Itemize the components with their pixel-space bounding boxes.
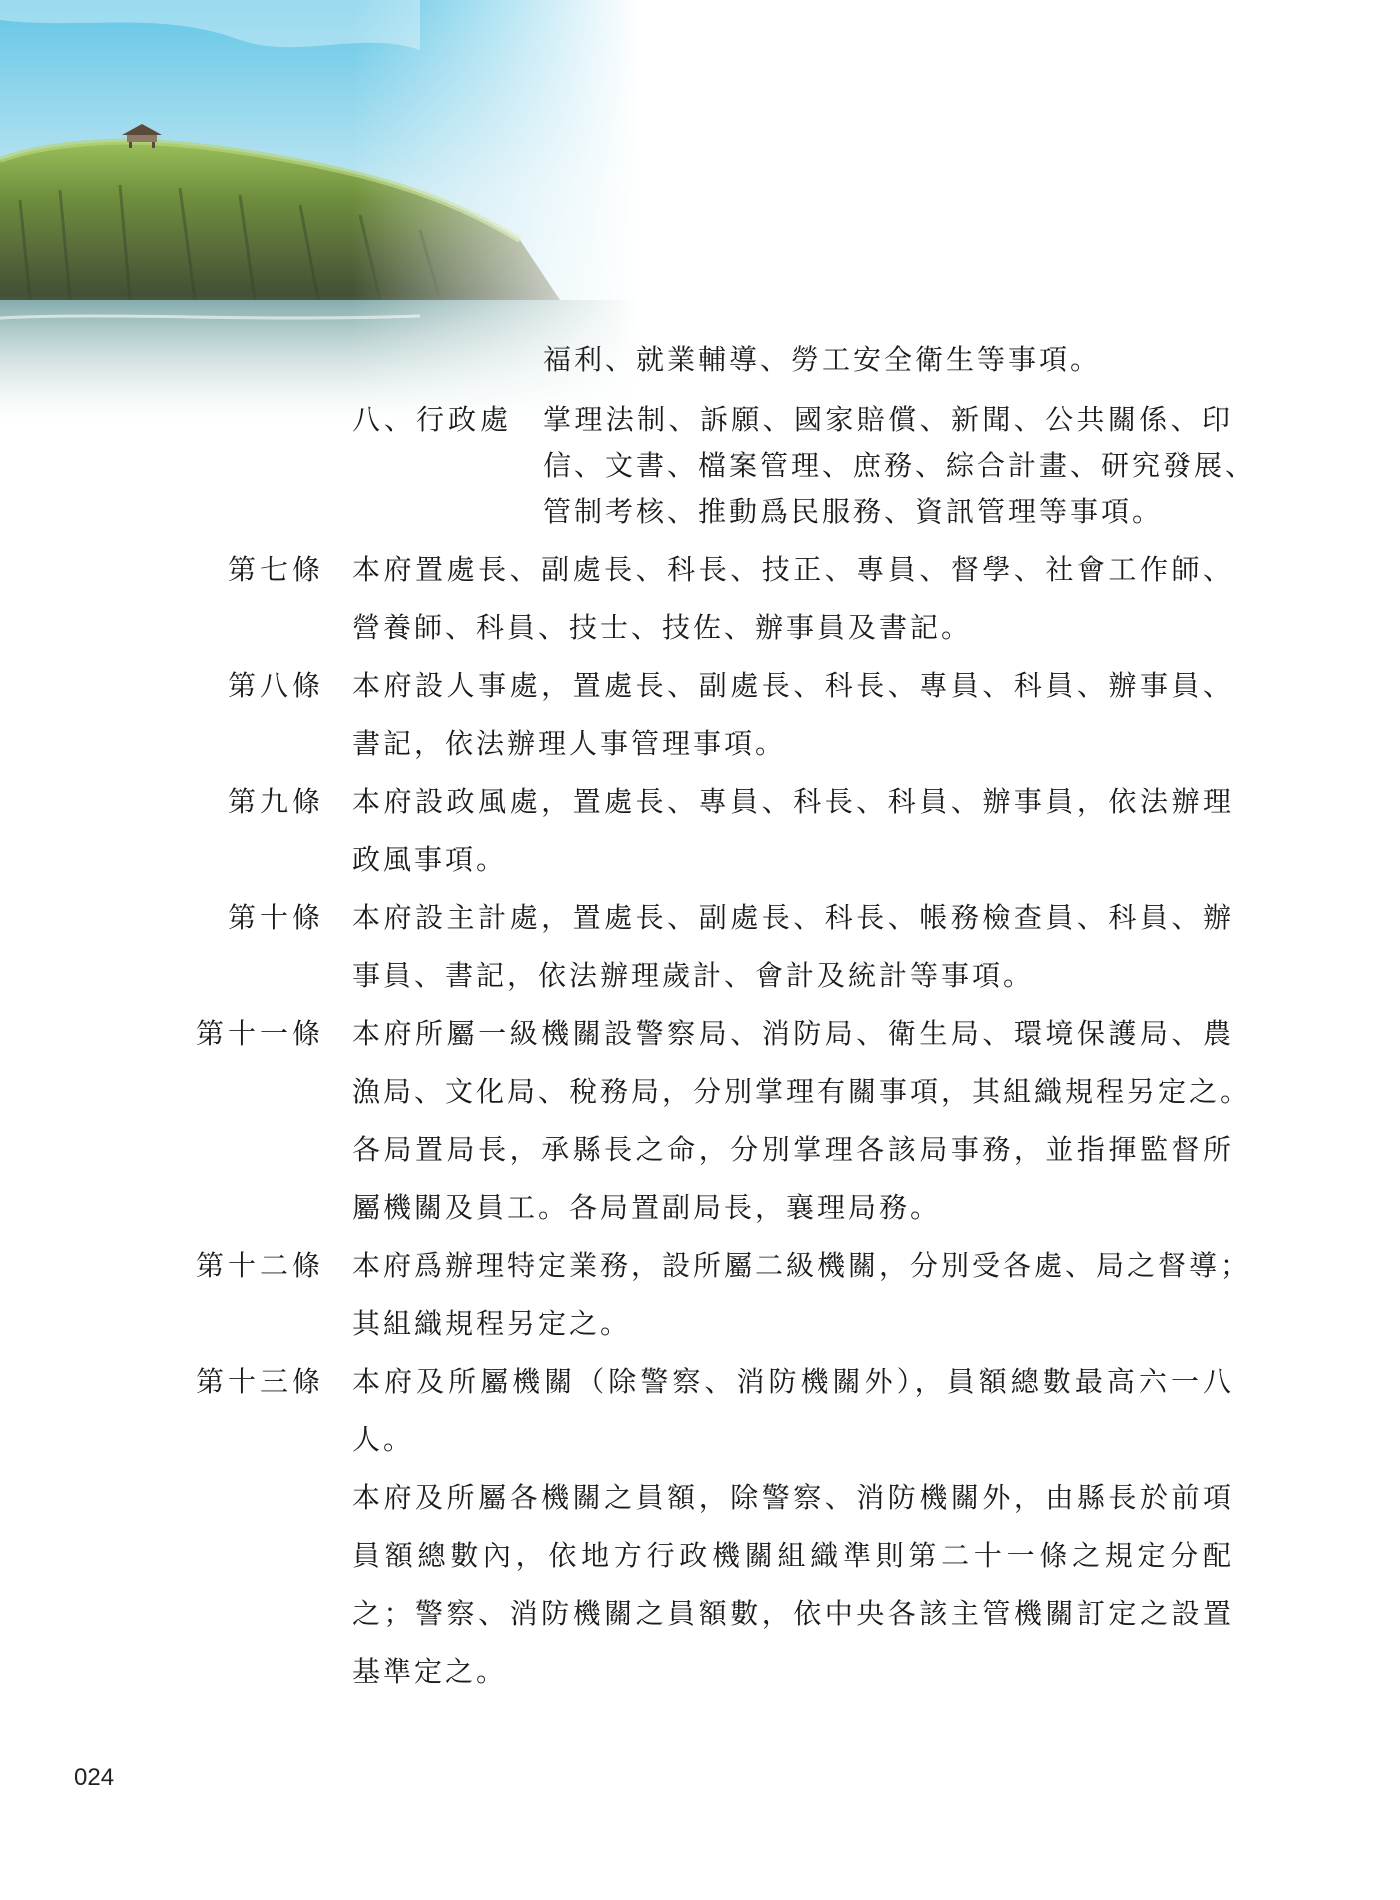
article-line: 本府設主計處，置處長、副處長、科長、帳務檢查員、科員、辦 (352, 901, 1234, 934)
article-label: 第九條 (228, 785, 325, 818)
article-label: 第八條 (228, 669, 325, 702)
article-line: 政風事項。 (352, 843, 508, 876)
article-line: 本府及所屬機關（除警察、消防機關外），員額總數最高六一八 (352, 1365, 1234, 1398)
article-line: 之；警察、消防機關之員額數，依中央各該主管機關訂定之設置 (352, 1597, 1234, 1630)
article-line: 本府爲辦理特定業務，設所屬二級機關，分別受各處、局之督導； (352, 1249, 1252, 1282)
article-label: 第十一條 (196, 1017, 325, 1050)
article-line: 本府及所屬各機關之員額，除警察、消防機關外，由縣長於前項 (352, 1481, 1234, 1514)
article-label: 第七條 (228, 553, 325, 586)
article-line: 本府設人事處，置處長、副處長、科長、專員、科員、辦事員、 (352, 669, 1234, 702)
item-eight-line: 信、文書、檔案管理、庶務、綜合計畫、研究發展、 (543, 449, 1257, 482)
article-label: 第十條 (228, 901, 325, 934)
article-line: 營養師、科員、技士、技佐、辦事員及書記。 (352, 611, 973, 644)
article-line: 其組織規程另定之。 (352, 1307, 632, 1340)
item-eight-line: 掌理法制、訴願、國家賠償、新聞、公共關係、印 (543, 403, 1233, 436)
article-line: 各局置局長，承縣長之命，分別掌理各該局事務，並指揮監督所 (352, 1133, 1234, 1166)
continuation-line: 福利、就業輔導、勞工安全衛生等事項。 (543, 343, 1102, 376)
article-line: 本府所屬一級機關設警察局、消防局、衛生局、環境保護局、農 (352, 1017, 1234, 1050)
article-label: 第十三條 (196, 1365, 325, 1398)
article-line: 漁局、文化局、稅務局，分別掌理有關事項，其組織規程另定之。 (352, 1075, 1252, 1108)
article-line: 本府置處長、副處長、科長、技正、專員、督學、社會工作師、 (352, 553, 1234, 586)
article-line: 書記，依法辦理人事管理事項。 (352, 727, 787, 760)
article-line: 事員、書記，依法辦理歲計、會計及統計等事項。 (352, 959, 1035, 992)
item-eight-label: 八、行政處 (352, 403, 513, 436)
item-eight-line: 管制考核、推動爲民服務、資訊管理等事項。 (543, 495, 1164, 528)
article-label: 第十二條 (196, 1249, 325, 1282)
article-line: 基準定之。 (352, 1655, 508, 1688)
article-line: 本府設政風處，置處長、專員、科長、科員、辦事員，依法辦理 (352, 785, 1234, 818)
article-line: 員額總數內，依地方行政機關組織準則第二十一條之規定分配 (352, 1539, 1234, 1572)
article-line: 屬機關及員工。各局置副局長，襄理局務。 (352, 1191, 942, 1224)
article-line: 人。 (352, 1423, 415, 1456)
page-number: 024 (74, 1764, 115, 1791)
